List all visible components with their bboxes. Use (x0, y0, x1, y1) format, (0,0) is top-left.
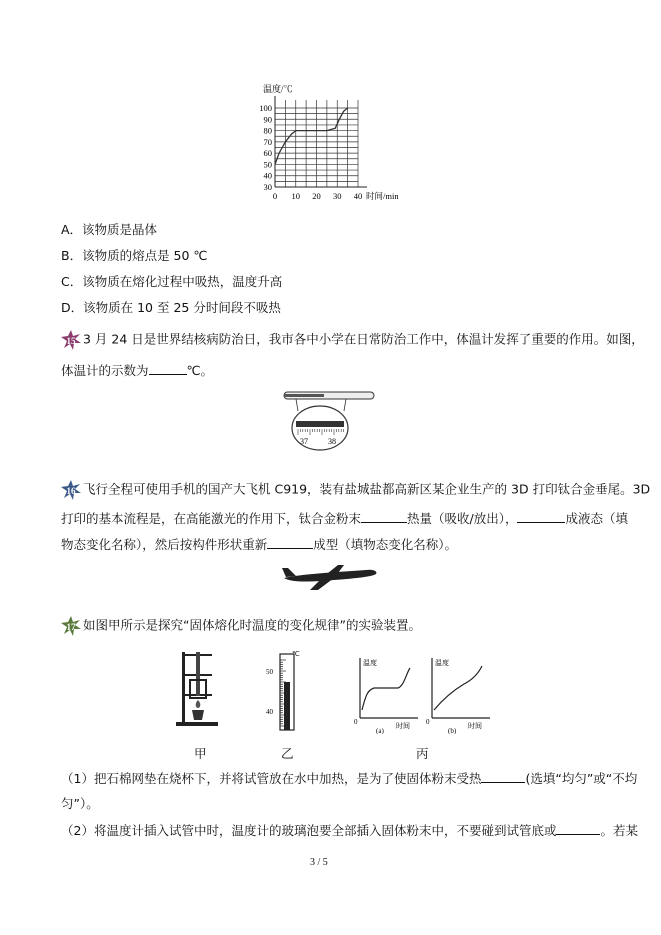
q17-p1-line1 (61, 770, 637, 787)
q16-line3 (61, 536, 457, 553)
caption-bing: 丙 (416, 746, 429, 761)
y-tick-label: 80 (263, 125, 272, 136)
option-d: D．该物质在 10 至 25 分时间段不吸热 (61, 300, 281, 315)
graph-b-label: (b) (448, 727, 457, 734)
y-tick-label: 100 (259, 103, 272, 113)
q15-text-3: ℃。 (186, 363, 214, 378)
page-number: 3 / 5 (310, 857, 328, 868)
temperature-time-chart (255, 82, 415, 204)
svg-text:17: 17 (66, 622, 76, 632)
q15-text-2: 体温计的示数为 (61, 363, 149, 378)
q17-p2-a: （2）将温度计插入试管中时，温度计的玻璃泡要全部插入固体粉末中，不要碰到试管底或 (61, 823, 557, 838)
y-tick-label: 90 (263, 114, 272, 125)
y-tick-label: 70 (263, 136, 272, 147)
q16-text-2b: 热量（吸收/放出）， (407, 511, 518, 526)
x-tick-label: 0 (272, 191, 278, 201)
melting-graph-a (352, 654, 422, 734)
q16-blank-3[interactable] (267, 536, 313, 549)
thermo-40: 40 (266, 708, 273, 716)
graph-a-ylabel: 温度 (363, 659, 377, 667)
q16-line2 (61, 510, 628, 527)
q17-blank-2[interactable] (556, 822, 600, 835)
q17-line1 (61, 616, 421, 636)
q17-p1-c: 匀”）。 (61, 796, 99, 811)
thermo-50: 50 (266, 668, 273, 676)
q17-p2-line1 (61, 822, 638, 839)
option-a: A．该物质是晶体 (61, 222, 158, 237)
q15-line2 (61, 362, 213, 379)
thermometer-reading-figure (262, 646, 306, 732)
x-tick-label: 10 (291, 191, 300, 201)
q17-text-1: 如图甲所示是探究“固体熔化时温度的变化规律”的实验装置。 (83, 617, 421, 633)
graph-b-origin: 0 (426, 718, 430, 726)
scale-38: 38 (328, 437, 336, 446)
clinical-thermometer-figure (282, 385, 378, 453)
y-tick-label: 50 (263, 159, 272, 170)
graph-a-xlabel: 时间 (396, 722, 410, 730)
scale-37: 37 (300, 437, 308, 446)
q16-line1 (61, 480, 650, 500)
q16-blank-2[interactable] (517, 510, 565, 523)
melting-graph-b (424, 654, 494, 734)
chart-xlabel: 时间/min (366, 191, 399, 201)
q15-line1 (61, 330, 644, 350)
q16-blank-1[interactable] (361, 510, 407, 523)
x-tick-label: 30 (333, 191, 342, 201)
x-tick-label: 20 (312, 191, 321, 201)
q16-text-2c: 成液态（填 (565, 511, 628, 526)
q17-p2-b: 。若某 (600, 823, 638, 838)
q17-p1-b: (选填“均匀”或“不均 (525, 771, 638, 786)
q16-text-3a: 物态变化名称），然后按构件形状重新 (61, 537, 268, 552)
q17-p1-a: （1）把石棉网垫在烧杯下，并将试管放在水中加热，是为了使固体粉末受热 (61, 771, 482, 786)
apparatus-stand-figure (172, 648, 222, 728)
graph-b-ylabel: 温度 (435, 659, 449, 667)
q15-answer-blank[interactable] (149, 362, 187, 375)
caption-yi: 乙 (281, 746, 294, 761)
svg-text:16: 16 (66, 486, 76, 496)
option-b: B．该物质的熔点是 50 ℃ (61, 248, 208, 263)
chart-ylabel: 温度/℃ (263, 84, 293, 94)
chart-grid (275, 96, 367, 187)
x-tick-label: 40 (353, 191, 363, 201)
question-number-badge-icon (61, 480, 81, 500)
graph-a-label: (a) (376, 727, 384, 734)
question-number-badge-icon (61, 330, 81, 350)
graph-a-origin: 0 (354, 718, 358, 726)
q16-text-3b: 成型（填物态变化名称）。 (313, 537, 458, 552)
airplane-image (280, 560, 380, 592)
option-c: C．该物质在熔化过程中吸热，温度升高 (61, 274, 283, 289)
question-number-badge-icon (61, 616, 81, 636)
y-tick-label: 30 (263, 182, 272, 192)
caption-jia: 甲 (194, 746, 207, 761)
y-tick-label: 40 (263, 170, 272, 181)
y-tick-label: 60 (263, 148, 272, 159)
q17-p1-line2 (61, 796, 99, 812)
q15-text-1: 3 月 24 日是世界结核病防治日，我市各中小学在日常防治工作中，体温计发挥了重要的作用。如图， (83, 331, 644, 347)
svg-text:15: 15 (66, 336, 76, 346)
thermo-unit: ℃ (292, 650, 300, 658)
graph-b-xlabel: 时间 (468, 722, 482, 730)
q16-text-2a: 打印的基本流程是，在高能激光的作用下，钛合金粉末 (61, 511, 362, 526)
q16-text-1: 飞行全程可使用手机的国产大飞机 C919，装有盐城盐都高新区某企业生产的 3D 打印钛合金垂尾。3D (83, 481, 651, 497)
q17-blank-1[interactable] (481, 770, 525, 783)
